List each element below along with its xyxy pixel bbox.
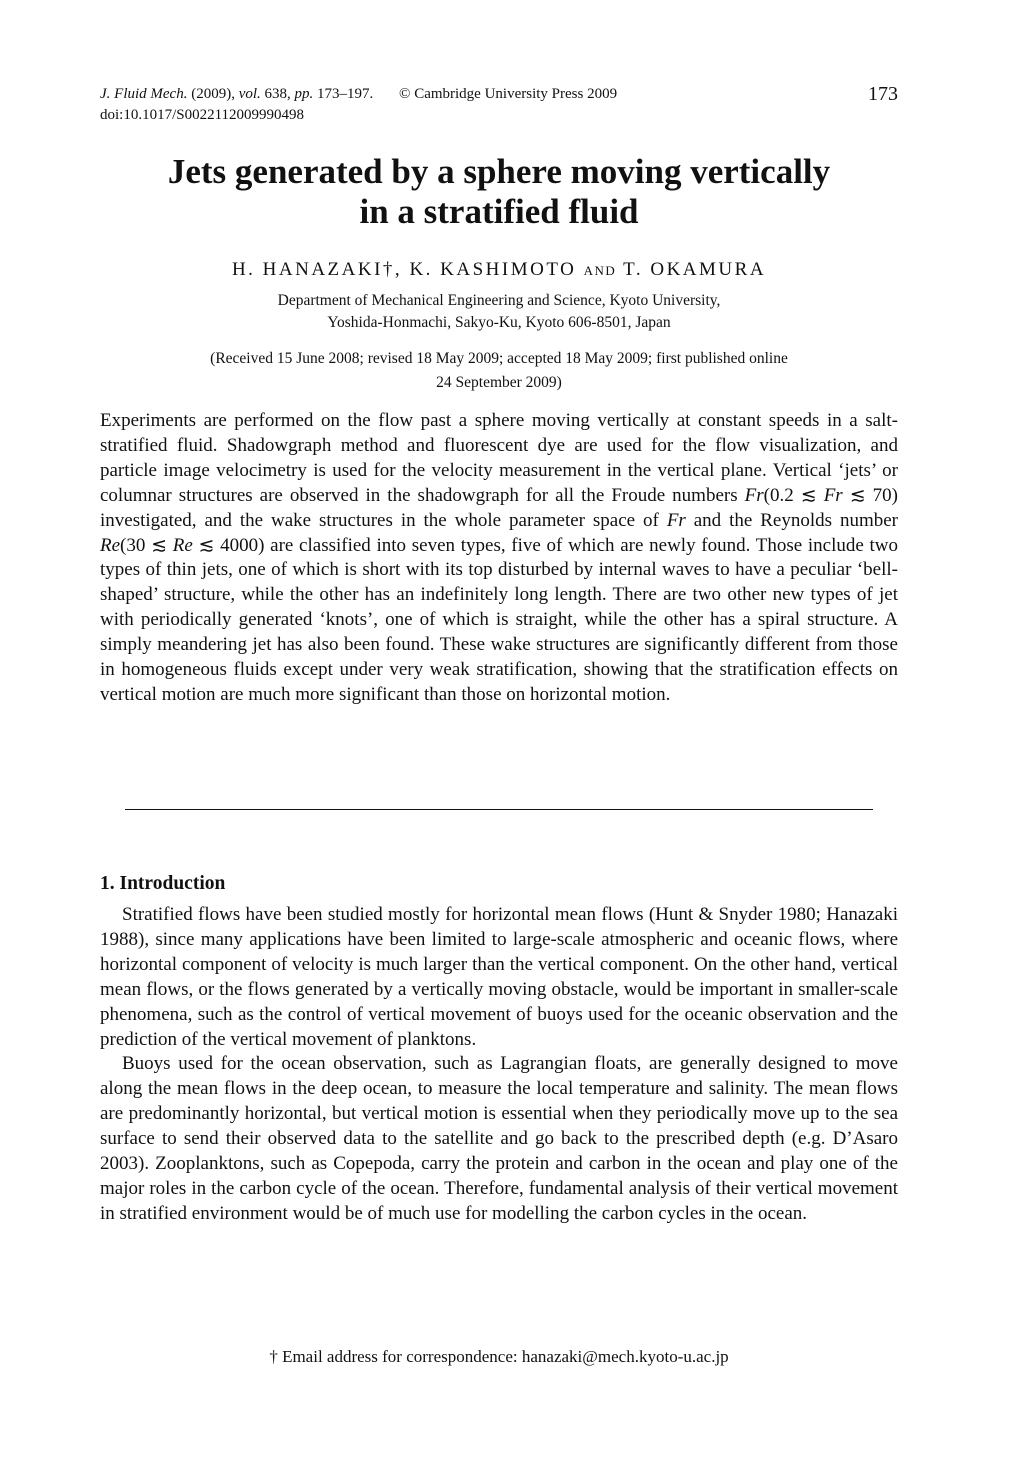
abstract-text-4: and the Reynolds number xyxy=(685,509,899,531)
page-range: 173–197. xyxy=(317,86,374,102)
copyright-notice: © Cambridge University Press 2009 xyxy=(399,86,618,102)
reynolds-symbol: Re xyxy=(100,534,121,556)
froude-symbol: Fr xyxy=(666,509,686,531)
introduction-body xyxy=(100,903,898,1227)
abstract-text-2: (0.2 ≲ xyxy=(763,484,824,506)
title-line-1: Jets generated by a sphere moving vertically xyxy=(167,152,831,191)
volume-label: vol. xyxy=(238,86,261,102)
journal-year: (2009), xyxy=(191,86,235,102)
page-number: 173 xyxy=(868,83,898,105)
abstract-text-3: ≲ 70) investigated, and the wake structures in the whole parameter space of xyxy=(100,484,899,531)
affiliation xyxy=(100,290,898,334)
abstract-text-1: Experiments are performed on the flow past a sphere moving vertically at constant speeds in a salt-stratified fluid. Shadowgraph method and fluorescent dye are used for the flow visualization, and particle image velocimetry is used for the velocity measurement in the vertical plane. Vertical ‘jets’ or columnar structures are observed in the shadowgraph for all the Froude numbers xyxy=(100,410,898,506)
pages-label: pp. xyxy=(294,86,314,102)
author-list xyxy=(100,258,898,283)
volume-number: 638, xyxy=(264,86,291,102)
received-line-2: 24 September 2009) xyxy=(436,374,562,391)
received-line-1: (Received 15 June 2008; revised 18 May 2009; accepted 18 May 2009; first published online xyxy=(210,350,788,367)
journal-name: J. Fluid Mech. xyxy=(100,86,188,102)
froude-symbol: Fr xyxy=(744,484,764,506)
abstract xyxy=(100,409,898,708)
paper-title xyxy=(100,152,898,232)
abstract-divider xyxy=(125,809,873,810)
received-dates xyxy=(100,347,898,395)
section-heading: 1. Introduction xyxy=(100,873,226,894)
abstract-text-6: ≲ 4000) are classified into seven types, five of which are newly found. Those include two types of thin jets, one of which is short with its top disturbed by internal waves to have a peculiar ‘bell-shaped’ structure, while the other has an indefinitely long length. There are two other new types of jet with periodically generated ‘knots’, one of which is straight, while the other has a spiral structure. A simply meandering jet has also been found. These wake structures are significantly different from those in homogeneous fluids except under very weak stratification, showing that the stratification effects on vertical motion are much more significant than those on horizontal motion. xyxy=(100,534,898,705)
affiliation-line-1: Department of Mechanical Engineering and Science, Kyoto University, xyxy=(277,292,721,309)
author-2: K. KASHIMOTO xyxy=(409,259,577,280)
title-line-2: in a stratified fluid xyxy=(359,192,639,231)
author-1: H. HANAZAKI†, xyxy=(231,259,403,280)
author-conjunction: AND xyxy=(583,263,617,278)
froude-symbol: Fr xyxy=(823,484,843,506)
citation-line xyxy=(100,84,898,105)
reynolds-symbol: Re xyxy=(172,534,193,556)
paragraph: Stratified flows have been studied mostly for horizontal mean flows (Hunt & Snyder 1980; Hanazaki 1988), since many applications have been limited to large-scale atmospheric and oceanic flows, where horizontal component of velocity is much larger than the vertical component. On the other hand, vertical mean flows, or the flows generated by a vertically moving obstacle, would be important in smaller-scale phenomena, such as the control of vertical movement of buoys used for the oceanic observation and the prediction of the vertical movement of planktons. xyxy=(100,904,898,1050)
affiliation-line-2: Yoshida-Honmachi, Sakyo-Ku, Kyoto 606-8501, Japan xyxy=(327,314,671,331)
author-3: T. OKAMURA xyxy=(623,259,767,280)
doi: doi:10.1017/S0022112009990498 xyxy=(100,107,305,123)
footnote: † Email address for correspondence: hanazaki@mech.kyoto-u.ac.jp xyxy=(269,1347,729,1366)
running-header xyxy=(100,84,898,126)
abstract-text-5: (30 ≲ xyxy=(120,534,173,556)
paragraph: Buoys used for the ocean observation, such as Lagrangian floats, are generally designed to move along the mean flows in the deep ocean, to measure the local temperature and salinity. The mean flows are predominantly horizontal, but vertical motion is essential when they periodically move up to the sea surface to send their observed data to the satellite and go back to the prescribed depth (e.g. D’Asaro 2003). Zooplanktons, such as Copepoda, carry the protein and carbon in the ocean and play one of the major roles in the carbon cycle of the ocean. Therefore, fundamental analysis of their vertical movement in stratified environment would be of much use for modelling the carbon cycles in the ocean. xyxy=(100,1053,898,1224)
